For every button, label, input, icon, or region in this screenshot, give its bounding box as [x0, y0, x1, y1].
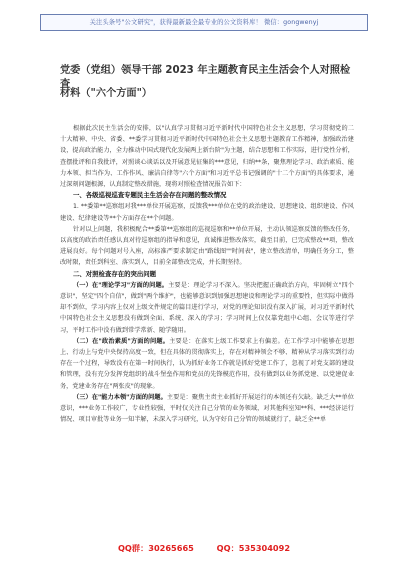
section-heading — [60, 190, 354, 201]
paragraph — [60, 224, 354, 269]
paragraph-text: 一、各级巡视巡查专题民主生活会存在问题的整改情况 — [73, 191, 227, 200]
paragraph-lead: （一）在"理论学习"方面的问题。 — [73, 281, 169, 289]
paragraph — [60, 392, 354, 426]
paragraph-lead: （三）在"能力本领"方面的问题。 — [73, 393, 167, 401]
promo-banner: 关注头条号"公文研究"，获得最新最全最专业的公文资料库！ 微信：gongwenyj — [40, 14, 368, 31]
paragraph-text: 主要是：理论学习不深入。坚决把握正确政治方向，牢固树立"四个意识"，坚定"四个自信"，做到"两个维护"，也能够意识到加强思想建设和理论学习的重要性，但实际中做得却不到位，学习内容上仅对上级文件规定的篇目进行学习，对党的理论知识没有深入扩展，对习近平新时代中国特色社会主义思想没有做到全面、系统、深入的学习；学习时间上仅仅靠党组中心组、会议等进行学习，平时工作中没有做到常学常新、随学随用。 — [60, 281, 354, 334]
paragraph-text: 根据此次民主生活会的安排，以"认真学习贯彻习近平新时代中国特色社会主义思想，学习贯彻党的二十大精神、中央、省委、**委学习贯彻习近平新时代中国特色社会主义思想主题教育工作精神，加强政治建设，提高政治能力，全力推动中国式现代化发展两上新台阶"为主题，结合思想和工作实际，进行党性分析，查摆批评和自我批评，对照谈心谈话以及开展意见征集的***意见，归纳**条，聚焦理论学习、政治素质、能力本领、担当作为、工作作风、廉洁自律等"六个方面"和习近平总书记强调的"十二个方面"的具体要求，通过深刻问题根源，认真制定整改措施，现将对照检查情况报告如下： — [60, 125, 354, 189]
paragraph-text: 二、对照检查存在的突出问题 — [73, 269, 157, 278]
footer-contact: QQ群：30265665 QQ：535304092 — [117, 543, 291, 553]
paragraph-text: 主要是：聚焦主责主业抓好开展运行的本领还有欠缺。缺乏大**单位意识，***业务工作较广，专业性较强，平时仅关注自己分管的业务领域，对其他科室知**科、***经济运行情况、项目审批等业务一知半解，未深入学习研究，认为守好自己分管的领域就行了，缺乏全**单 — [60, 393, 354, 424]
paragraph-text: 主要是：在落实上级工作要求上有偏差。在工作学习中能够在思想上、行动上与党中央保持高度一致，但在具体的贯彻落实上，存在对精神领会不够、精神从学习落实到行动存在一个过程，导致没有在第一时间执行，认为抓好业务工作就是抓好党建工作了，忽视了对党支部的建设和管理，没有充分发挥党组织的战斗堡垒作用和党员的先锋模范作用，没有做到以业务抓党建、以党建促业务，党建业务存在"两张皮"的现象。 — [60, 337, 355, 390]
document-body — [60, 123, 354, 425]
paragraph — [60, 123, 354, 190]
document-title-line-2: 材料（"六个方面"） — [60, 88, 153, 99]
paragraph-lead: （二）在"政治素质"方面的问题。 — [73, 337, 170, 345]
paragraph — [60, 280, 354, 336]
section-heading — [60, 269, 354, 280]
paragraph — [60, 201, 354, 223]
paragraph-text: 针对以上问题，我积极配合**委第**巡察组的巡视巡察和**单位开展，主动认领巡察反馈的整改任务，以高度的政治责任感认真对待巡察组的指导和意见，真诚推进整改落实，截至目前，已完成整改**项，整改进展良好。每个问题对号入座，高标准严要求制定由"路线图""时间表"，建立整改清单，明确任务分工，整改时限，责任到科室、落实到人，目前全部整改完成，并长期坚持。 — [60, 225, 354, 267]
paragraph — [60, 336, 354, 392]
document-title-line-1: 党委（党组）领导干部 2023 年主题教育民主生活会个人对照检查 — [60, 65, 351, 90]
paragraph-text: 1. **委第**巡察组对我***单位开展巡察，反馈我***单位在党的政治建设、思想建设、组织建设、作风建设、纪律建设等**个方面存在**个问题。 — [60, 203, 354, 222]
